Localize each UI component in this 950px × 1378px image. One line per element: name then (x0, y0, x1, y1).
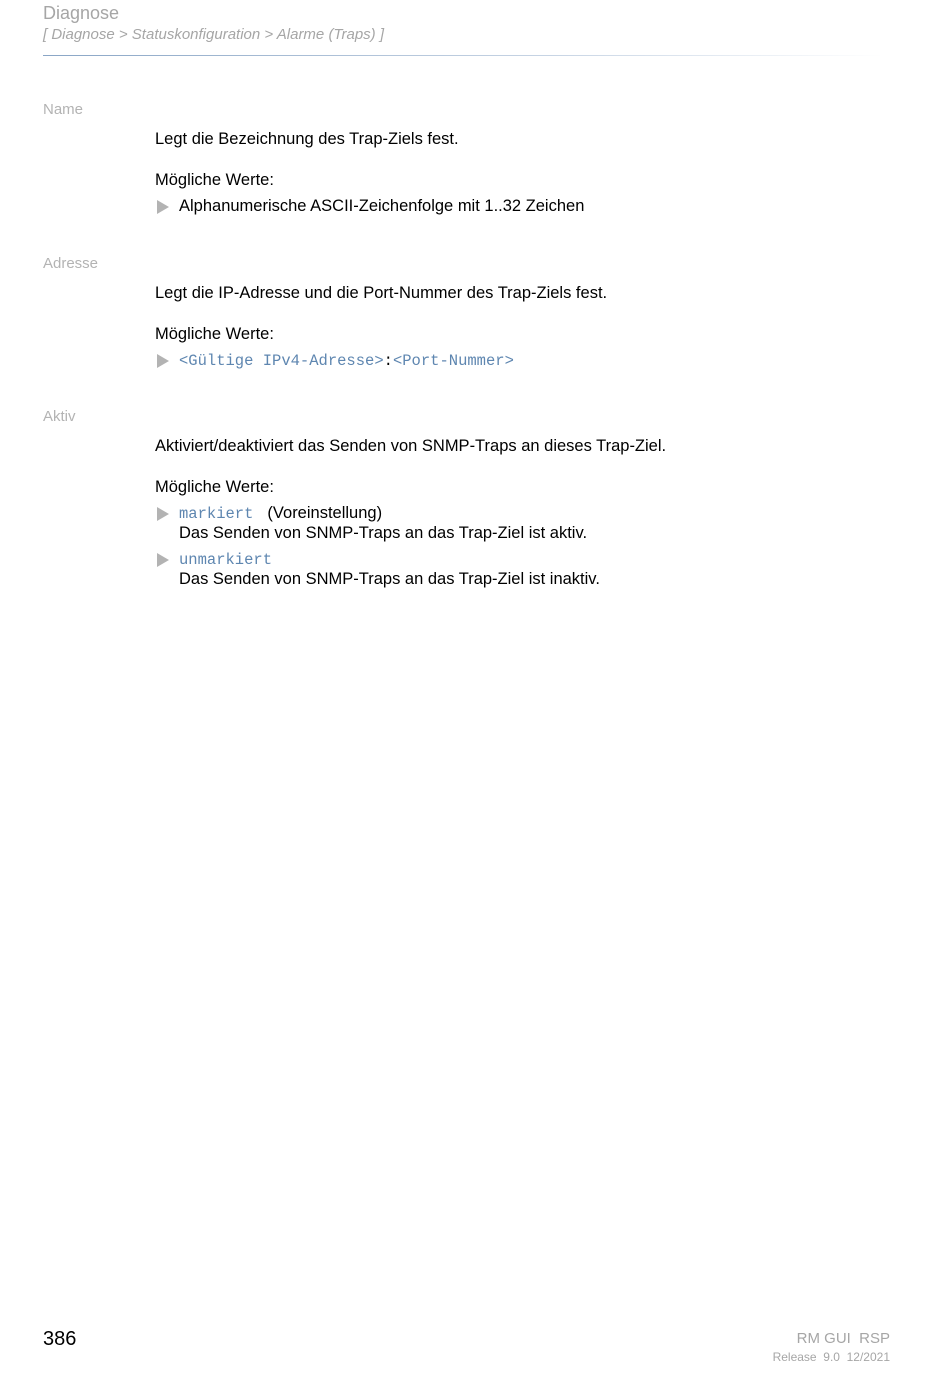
possible-values-label: Mögliche Werte: (155, 171, 274, 189)
header-divider (43, 55, 883, 56)
section-description: Aktiviert/deaktiviert das Senden von SNMP-Traps an dieses Trap-Ziel. (155, 437, 667, 455)
triangle-bullet-icon (157, 200, 169, 214)
value-code (179, 549, 272, 570)
value-text: Alphanumerische ASCII-Zeichenfolge mit 1..32 Zeichen (179, 197, 585, 215)
port-number-placeholder: <Port-Nummer> (392, 352, 514, 370)
triangle-bullet-icon (157, 507, 169, 521)
triangle-bullet-icon (157, 553, 169, 567)
footer-info (773, 1330, 890, 1365)
section-description: Legt die Bezeichnung des Trap-Ziels fest. (155, 130, 459, 148)
value-code-text: unmarkiert (179, 551, 273, 569)
section-description: Legt die IP-Adresse und die Port-Nummer des Trap-Ziels fest. (155, 284, 608, 302)
value-description: Das Senden von SNMP-Traps an das Trap-Ziel ist aktiv. (179, 524, 588, 542)
page-number: 386 (43, 1328, 77, 1350)
page-header (43, 2, 883, 45)
possible-values-label: Mögliche Werte: (155, 325, 274, 343)
triangle-bullet-icon (157, 354, 169, 368)
default-note: (Voreinstellung) (267, 504, 383, 522)
release-info: Release 9.0 12/2021 (772, 1350, 890, 1364)
doc-title: RM GUI RSP (796, 1330, 890, 1347)
value-description: Das Senden von SNMP-Traps an das Trap-Ziel ist inaktiv. (179, 570, 600, 588)
ip-address-placeholder: <Gültige IPv4-Adresse> (179, 352, 384, 370)
section-label: Adresse (43, 255, 99, 272)
value-code: markiert (179, 505, 254, 523)
possible-values-label: Mögliche Werte: (155, 478, 274, 496)
value-text (179, 350, 514, 371)
value-text (179, 503, 382, 524)
breadcrumb: [ Diagnose > Statuskonfiguration > Alarme (Traps) ] (43, 26, 384, 43)
section-label: Name (43, 101, 84, 118)
chapter-title: Diagnose (43, 3, 120, 23)
separator: : (383, 352, 393, 370)
section-label: Aktiv (43, 408, 76, 425)
